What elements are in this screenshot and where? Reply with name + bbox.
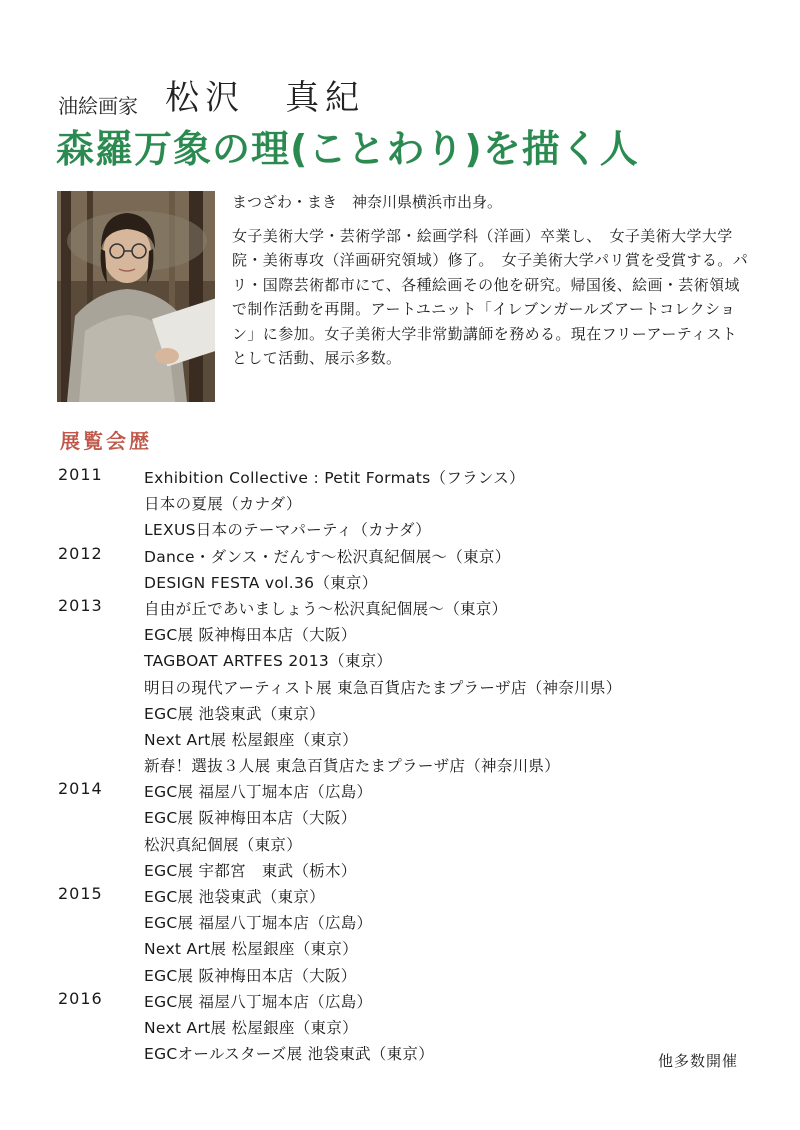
exhibition-entry: EGC展 福屋八丁堀本店（広島） bbox=[144, 783, 373, 802]
exhibition-entry: DESIGN FESTA vol.36（東京） bbox=[144, 573, 378, 592]
exhibition-entry: 自由が丘であいましょう～松沢真紀個展～（東京） bbox=[144, 599, 508, 618]
year-group bbox=[58, 544, 758, 596]
year-group bbox=[58, 884, 758, 989]
year-group bbox=[58, 779, 758, 884]
exhibition-entry: EGC展 阪神梅田本店（大阪） bbox=[144, 966, 357, 985]
artist-name: 松沢 真紀 bbox=[165, 78, 366, 118]
footer-note: 他多数開催 bbox=[658, 1052, 739, 1070]
exhibition-year: 2013 bbox=[58, 595, 103, 615]
exhibition-list bbox=[144, 596, 758, 779]
exhibition-entry: LEXUS日本のテーマパーティ（カナダ） bbox=[144, 521, 432, 540]
artist-role: 油絵画家 bbox=[58, 94, 138, 118]
exhibition-year: 2011 bbox=[58, 465, 103, 484]
exhibition-list bbox=[144, 884, 758, 989]
exhibition-entry: EGC展 阪神梅田本店（大阪） bbox=[144, 809, 357, 828]
exhibition-list bbox=[144, 544, 758, 596]
artist-title-line bbox=[58, 70, 366, 118]
exhibition-entry: 松沢真紀個展（東京） bbox=[144, 835, 303, 854]
exhibition-entry: Next Art展 松屋銀座（東京） bbox=[144, 730, 358, 749]
exhibition-entry: EGC展 福屋八丁堀本店（広島） bbox=[144, 914, 373, 933]
artist-bio bbox=[232, 190, 752, 370]
exhibition-entry: EGC展 宇都宮 東武（栃木） bbox=[144, 861, 357, 880]
exhibition-entry: EGC展 池袋東武（東京） bbox=[144, 888, 325, 906]
bio-text: 女子美術大学・芸術学部・絵画学科（洋画）卒業し、 女子美術大学大学院・美術専攻（洋画研究領域）修了。 女子美術大学パリ賞を受賞する。パリ・国際芸術都市にて、各種絵画その他を研究。帰国後、絵画・芸術領域で制作活動を再開。アートユニット「イレブンガールズアートコレクション」に参加。女子美術大学非常勤講師を務める。現在フリーアーティストとして活動、展示多数。 bbox=[232, 227, 749, 368]
exhibition-entry: Next Art展 松屋銀座（東京） bbox=[144, 1018, 358, 1037]
exhibition-year: 2015 bbox=[58, 884, 103, 903]
page-headline: 森羅万象の理(ことわり)を描く人 bbox=[56, 127, 639, 171]
artist-photo bbox=[57, 191, 215, 402]
exhibition-entry: EGCオールスターズ展 池袋東武（東京） bbox=[144, 1045, 435, 1064]
exhibition-entry: Next Art展 松屋銀座（東京） bbox=[144, 940, 358, 959]
exhibition-entry: EGC展 阪神梅田本店（大阪） bbox=[144, 626, 357, 645]
year-group bbox=[58, 465, 758, 544]
exhibition-history-title: 展覧会歴 bbox=[60, 429, 152, 453]
exhibition-year: 2014 bbox=[58, 779, 103, 799]
exhibition-entry: Dance・ダンス・だんす～松沢真紀個展～（東京） bbox=[144, 547, 511, 566]
exhibition-entry: Exhibition Collective : Petit Formats（フランス） bbox=[144, 469, 525, 487]
year-group bbox=[58, 596, 758, 779]
exhibition-entry: 日本の夏展（カナダ） bbox=[144, 495, 302, 514]
exhibition-year: 2016 bbox=[58, 988, 103, 1008]
year-group bbox=[58, 989, 758, 1068]
exhibition-entry: 新春！選抜３人展 東急百貨店たまプラーザ店（神奈川県） bbox=[144, 757, 561, 776]
exhibition-list bbox=[144, 779, 758, 884]
exhibition-entry: TAGBOAT ARTFES 2013（東京） bbox=[144, 652, 393, 671]
exhibition-entry: EGC展 福屋八丁堀本店（広島） bbox=[144, 992, 373, 1011]
exhibition-year: 2012 bbox=[58, 543, 103, 563]
name-reading-and-hometown: まつざわ・まき 神奈川県横浜市出身。 bbox=[232, 193, 503, 211]
exhibition-history bbox=[58, 465, 758, 1067]
exhibition-entry: 明日の現代アーティスト展 東急百貨店たまプラーザ店（神奈川県） bbox=[144, 678, 622, 697]
exhibition-entry: EGC展 池袋東武（東京） bbox=[144, 704, 325, 723]
exhibition-list bbox=[144, 465, 758, 544]
